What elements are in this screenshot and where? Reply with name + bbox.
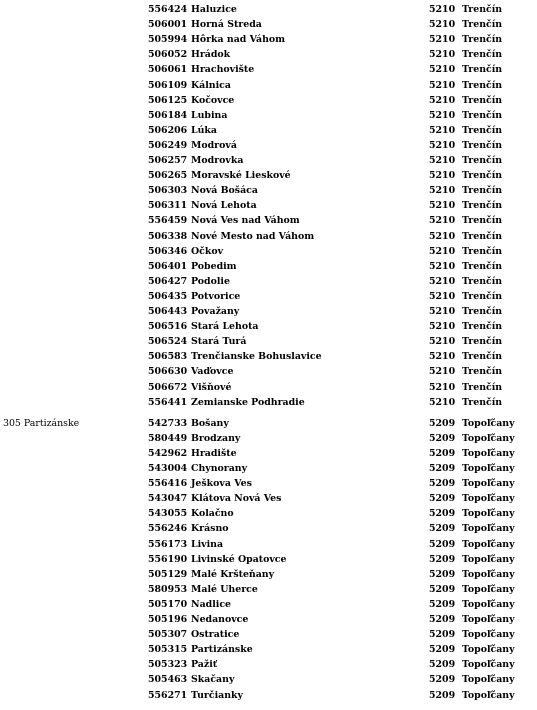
municipality-code: 506401 xyxy=(148,260,188,272)
district-name: Trenčín xyxy=(462,381,503,393)
district-code: 5210 xyxy=(429,34,456,46)
municipality-name: Livinské Opatovce xyxy=(191,553,287,565)
table-row xyxy=(0,380,537,395)
municipality-name: Lúka xyxy=(191,124,217,136)
district-code: 5210 xyxy=(429,155,456,166)
district-code: 5210 xyxy=(429,260,456,272)
municipality-code: 505196 xyxy=(148,614,188,625)
district-name: Topoľčany xyxy=(462,583,515,595)
table-row xyxy=(0,642,537,657)
municipality-code: 556246 xyxy=(148,523,188,535)
table-row xyxy=(0,62,537,77)
district-name: Trenčín xyxy=(462,4,503,15)
table-row xyxy=(0,93,537,108)
district-code: 5209 xyxy=(429,568,456,580)
municipality-code: 556190 xyxy=(148,553,188,565)
district-code: 5210 xyxy=(429,185,456,197)
district-name: Topoľčany xyxy=(462,508,515,520)
district-code: 5210 xyxy=(429,124,456,136)
district-code: 5209 xyxy=(429,644,456,656)
municipality-code: 506109 xyxy=(148,79,188,91)
municipality-code: 506672 xyxy=(148,381,188,393)
district-code: 5210 xyxy=(429,230,456,242)
municipality-code: 506443 xyxy=(148,306,188,317)
municipality-name: Haluzice xyxy=(191,4,237,15)
table-row xyxy=(0,274,537,289)
district-code: 5210 xyxy=(429,381,456,393)
municipality-code: 506583 xyxy=(148,351,188,363)
municipality-code: 506346 xyxy=(148,245,188,257)
municipality-name: Zemianske Podhradie xyxy=(191,396,305,408)
table-row xyxy=(0,627,537,642)
municipality-name: Podolie xyxy=(191,275,230,287)
district-name: Topoľčany xyxy=(462,659,515,671)
district-code: 5209 xyxy=(429,432,456,444)
municipality-code: 556173 xyxy=(148,538,188,550)
municipality-code: 542733 xyxy=(148,417,188,429)
municipality-code: 505307 xyxy=(148,629,188,641)
district-name: Trenčín xyxy=(462,109,503,121)
municipality-code: 505315 xyxy=(148,644,188,656)
municipality-code: 505129 xyxy=(148,568,188,580)
municipality-name: Hradište xyxy=(191,447,237,459)
district-name: Trenčín xyxy=(462,200,503,212)
municipality-code: 543047 xyxy=(148,493,188,505)
district-code: 5210 xyxy=(429,396,456,408)
district-name: Trenčín xyxy=(462,366,503,378)
district-code: 5209 xyxy=(429,689,456,701)
municipality-name: Ostratice xyxy=(191,629,240,641)
district-name: Trenčín xyxy=(462,19,503,31)
municipality-code: 543055 xyxy=(148,508,188,520)
municipality-code: 580953 xyxy=(148,583,188,595)
table-row xyxy=(0,2,537,17)
table-row xyxy=(0,537,537,552)
district-code: 5209 xyxy=(429,553,456,565)
district-code: 5210 xyxy=(429,19,456,31)
table-row xyxy=(0,17,537,32)
district-code: 5209 xyxy=(429,629,456,641)
table-row xyxy=(0,244,537,259)
table-row xyxy=(0,476,537,491)
municipality-name: Potvorice xyxy=(191,290,241,302)
municipality-name: Brodzany xyxy=(191,432,241,444)
municipality-name: Nové Mesto nad Váhom xyxy=(191,230,315,242)
district-code: 5210 xyxy=(429,275,456,287)
municipality-name: Modrová xyxy=(191,139,237,151)
municipality-name: Stará Lehota xyxy=(191,321,259,333)
table-row xyxy=(0,657,537,672)
district-name: Trenčín xyxy=(462,79,503,91)
district-name: Topoľčany xyxy=(462,629,515,641)
district-name: Trenčín xyxy=(462,139,503,151)
municipality-code: 506257 xyxy=(148,155,188,166)
district-code: 5210 xyxy=(429,336,456,348)
district-name: Trenčín xyxy=(462,170,503,182)
table-row xyxy=(0,213,537,228)
district-name: Trenčín xyxy=(462,245,503,257)
municipality-name: Malé Uherce xyxy=(191,583,258,595)
district-name: Topoľčany xyxy=(462,463,515,474)
municipality-code: 556416 xyxy=(148,478,188,490)
municipality-name: Kálnica xyxy=(191,79,231,91)
district-name: Topoľčany xyxy=(462,417,515,429)
municipality-name: Kolačno xyxy=(191,508,234,520)
municipality-code: 506311 xyxy=(148,200,188,212)
district-name: Trenčín xyxy=(462,230,503,242)
district-code: 5210 xyxy=(429,94,456,106)
district-code: 5209 xyxy=(429,508,456,520)
municipality-name: Trenčianske Bohuslavice xyxy=(191,351,322,363)
district-name: Topoľčany xyxy=(462,598,515,610)
table-row xyxy=(0,461,537,476)
municipality-name: Chynorany xyxy=(191,463,248,474)
municipality-name: Kočovce xyxy=(191,94,235,106)
table-row xyxy=(0,319,537,334)
municipality-name: Nová Bošáca xyxy=(191,185,258,197)
municipality-code: 556424 xyxy=(148,4,188,15)
district-name: Trenčín xyxy=(462,34,503,46)
district-code: 5210 xyxy=(429,64,456,76)
municipality-code: 506303 xyxy=(148,185,188,197)
district-name: Trenčín xyxy=(462,185,503,197)
table-row xyxy=(0,304,537,319)
municipality-code: 506630 xyxy=(148,366,188,378)
table-row xyxy=(0,198,537,213)
district-code: 5209 xyxy=(429,478,456,490)
district-code: 5210 xyxy=(429,321,456,333)
district-name: Topoľčany xyxy=(462,568,515,580)
district-name: Topoľčany xyxy=(462,538,515,550)
municipality-code: 506052 xyxy=(148,49,188,61)
district-code: 5209 xyxy=(429,417,456,429)
municipality-name: Pobedim xyxy=(191,260,237,272)
district-code: 5209 xyxy=(429,447,456,459)
municipality-name: Vaďovce xyxy=(191,366,234,378)
municipality-code: 505170 xyxy=(148,598,188,610)
district-name: Topoľčany xyxy=(462,478,515,490)
table-row xyxy=(0,183,537,198)
municipality-code: 506125 xyxy=(148,94,188,106)
municipality-name: Hrádok xyxy=(191,49,231,61)
table-row xyxy=(0,506,537,521)
district-code: 5209 xyxy=(429,598,456,610)
table-row xyxy=(0,32,537,47)
table-row xyxy=(0,47,537,62)
municipality-name: Nová Lehota xyxy=(191,200,257,212)
municipality-name: Livina xyxy=(191,538,224,550)
municipality-code: 556441 xyxy=(148,396,188,408)
district-name: Trenčín xyxy=(462,94,503,106)
table-row xyxy=(0,289,537,304)
municipality-code: 505323 xyxy=(148,659,188,671)
district-name: Topoľčany xyxy=(462,614,515,625)
municipality-code: 556459 xyxy=(148,215,188,227)
district-code: 5209 xyxy=(429,614,456,625)
municipality-name: Nová Ves nad Váhom xyxy=(191,215,300,227)
table-row xyxy=(0,229,537,244)
table-row xyxy=(0,138,537,153)
table-row xyxy=(0,597,537,612)
municipality-name: Moravské Lieskové xyxy=(191,170,291,182)
district-code: 5209 xyxy=(429,538,456,550)
table-row xyxy=(0,153,537,168)
district-label: 305 Partizánske xyxy=(3,417,80,429)
district-code: 5209 xyxy=(429,583,456,595)
municipality-name: Hrachovište xyxy=(191,64,255,76)
table-row xyxy=(0,567,537,582)
district-code: 5210 xyxy=(429,109,456,121)
municipality-code: 506184 xyxy=(148,109,188,121)
district-name: Trenčín xyxy=(462,290,503,302)
district-code: 5209 xyxy=(429,523,456,535)
municipality-code: 542962 xyxy=(148,447,188,459)
municipality-name: Modrovka xyxy=(191,155,244,166)
district-code: 5210 xyxy=(429,79,456,91)
district-name: Topoľčany xyxy=(462,644,515,656)
district-name: Trenčín xyxy=(462,215,503,227)
district-name: Trenčín xyxy=(462,124,503,136)
table-row xyxy=(0,521,537,536)
municipality-name: Stará Turá xyxy=(191,336,247,348)
municipality-name: Pažiť xyxy=(191,659,218,671)
district-name: Topoľčany xyxy=(462,432,515,444)
district-code: 5210 xyxy=(429,245,456,257)
district-name: Trenčín xyxy=(462,321,503,333)
municipality-code: 556271 xyxy=(148,689,188,701)
table-row xyxy=(0,168,537,183)
district-name: Trenčín xyxy=(462,351,503,363)
table-row xyxy=(0,123,537,138)
table-row xyxy=(0,259,537,274)
district-name: Topoľčany xyxy=(462,689,515,701)
table-row xyxy=(0,395,537,410)
district-code: 5210 xyxy=(429,170,456,182)
table-row xyxy=(0,446,537,461)
table-row xyxy=(0,582,537,597)
municipality-code: 506516 xyxy=(148,321,188,333)
district-name: Topoľčany xyxy=(462,553,515,565)
district-code: 5210 xyxy=(429,306,456,317)
district-code: 5210 xyxy=(429,215,456,227)
district-name: Trenčín xyxy=(462,275,503,287)
municipality-code: 506338 xyxy=(148,230,188,242)
municipality-name: Malé Kršteňany xyxy=(191,568,275,580)
municipality-name: Horná Streda xyxy=(191,19,262,31)
district-code: 5210 xyxy=(429,4,456,15)
municipality-code: 506265 xyxy=(148,170,188,182)
district-name: Trenčín xyxy=(462,49,503,61)
district-name: Trenčín xyxy=(462,155,503,166)
district-code: 5210 xyxy=(429,366,456,378)
municipality-name: Považany xyxy=(191,306,240,317)
district-name: Topoľčany xyxy=(462,674,515,686)
district-name: Trenčín xyxy=(462,336,503,348)
municipality-name: Očkov xyxy=(191,245,224,257)
municipality-name: Partizánske xyxy=(191,644,253,656)
table-row xyxy=(0,431,537,446)
district-name: Trenčín xyxy=(462,260,503,272)
table-row xyxy=(0,688,537,703)
municipality-code: 506249 xyxy=(148,139,188,151)
municipality-name: Višňové xyxy=(191,381,232,393)
municipality-code: 506435 xyxy=(148,290,188,302)
table-row xyxy=(0,78,537,93)
municipality-name: Nedanovce xyxy=(191,614,249,625)
district-code: 5210 xyxy=(429,49,456,61)
district-name: Trenčín xyxy=(462,396,503,408)
district-name: Trenčín xyxy=(462,306,503,317)
municipality-code: 505994 xyxy=(148,34,188,46)
municipality-name: Hôrka nad Váhom xyxy=(191,34,286,46)
municipality-name: Skačany xyxy=(191,674,235,686)
table-row xyxy=(0,416,537,431)
table-row xyxy=(0,672,537,687)
municipality-code: 506061 xyxy=(148,64,188,76)
district-code: 5210 xyxy=(429,139,456,151)
district-name: Topoľčany xyxy=(462,493,515,505)
municipality-code: 506001 xyxy=(148,19,188,31)
district-code: 5209 xyxy=(429,493,456,505)
municipality-code: 506427 xyxy=(148,275,188,287)
municipality-code: 580449 xyxy=(148,432,188,444)
municipality-name: Klátova Nová Ves xyxy=(191,493,282,505)
municipality-name: Turčianky xyxy=(191,689,243,701)
district-name: Topoľčany xyxy=(462,447,515,459)
municipality-name: Bošany xyxy=(191,417,229,429)
district-code: 5210 xyxy=(429,290,456,302)
district-name: Topoľčany xyxy=(462,523,515,535)
municipality-code: 543004 xyxy=(148,463,188,474)
district-name: Trenčín xyxy=(462,64,503,76)
municipality-name: Lubina xyxy=(191,109,228,121)
municipality-name: Nadlice xyxy=(191,598,231,610)
table-row xyxy=(0,552,537,567)
municipality-code: 506524 xyxy=(148,336,188,348)
table-row xyxy=(0,334,537,349)
table-row xyxy=(0,612,537,627)
table-row xyxy=(0,491,537,506)
table-row xyxy=(0,364,537,379)
municipality-name: Krásno xyxy=(191,523,229,535)
district-code: 5209 xyxy=(429,674,456,686)
district-code: 5209 xyxy=(429,463,456,474)
district-code: 5210 xyxy=(429,200,456,212)
municipality-name: Ješkova Ves xyxy=(191,478,252,490)
municipality-code: 506206 xyxy=(148,124,188,136)
district-code: 5210 xyxy=(429,351,456,363)
municipality-code: 505463 xyxy=(148,674,188,686)
table-row xyxy=(0,349,537,364)
table-row xyxy=(0,108,537,123)
district-code: 5209 xyxy=(429,659,456,671)
